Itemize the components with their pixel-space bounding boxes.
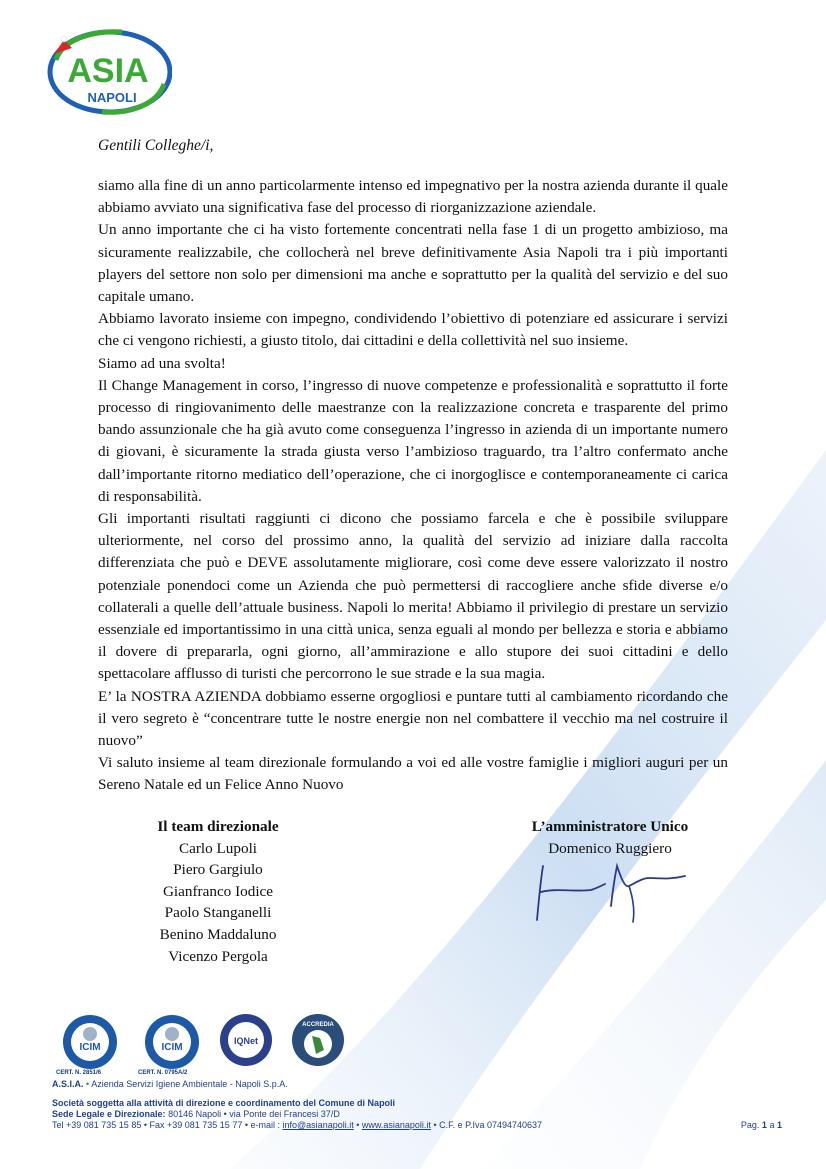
svg-text:NAPOLI: NAPOLI [87,90,137,105]
website-link[interactable]: www.asianapoli.it [361,1120,431,1130]
handwritten-signature [525,848,705,928]
paragraph: siamo alla fine di un anno particolarmente intenso ed impegnativo per la nostra azienda durante il quale abbiamo avviato una significativa fase del processo di riorganizzazione aziendale. [98,177,728,217]
greeting: Gentili Colleghe/i, [98,137,214,154]
svg-text:ICIM: ICIM [79,1042,101,1053]
paragraph: Siamo ad una svolta! [98,354,226,372]
seat-address: 80146 Napoli • via Ponte dei Francesi 37/D [168,1109,340,1119]
svg-text:ASIA: ASIA [67,52,149,90]
company-name: Azienda Servizi Igiene Ambientale - Napoli S.p.A. [91,1079,288,1089]
seat-line [52,1109,782,1120]
cert-number: CERT. N. 0795A/2 [138,1070,188,1076]
fax: Fax +39 081 735 15 77 [149,1120,243,1130]
seat-label: Sede Legale e Direzionale: [52,1109,166,1119]
contact-line: Tel +39 081 735 15 85 • Fax +39 081 735 15 77 • e-mail : info@asianapoli.it • www.asianapoli.it • C.F. e P.Iva 07494740637 Pag. 1 a 1 [52,1120,782,1130]
cert-number: CERT. N. 2851/6 [56,1070,102,1076]
icim-cert-logo-2 [145,1015,199,1069]
team-member: Gianfranco Iodice [162,882,274,900]
company-line [52,1079,782,1090]
company-acronym: A.S.I.A. [52,1079,84,1089]
team-member: Benino Maddaluno [159,925,277,943]
paragraph: Gli importanti risultati raggiunti ci dicono che possiamo farcela e che è possibile sviluppare ulteriormente, nel corso del prossimo anno, la qualità del servizio ad iniziare dalla raccolta differenziata che può e DEVE assolutamente migliorare, così come deve essere valorizzato il nostro potenziale ponendoci come un Azienda che può permettersi di raccogliere anche sfide diverse e/o collaterali a quelle dell’attuale business. Napoli lo merita! Abbiamo il privilegio di prestare un servizio essenziale ed importantissimo in una città unica, senza eguali al mondo per bellezza e storia e abbiamo il dovere di prepararla, ogni giorno, all’ammirazione e allo stupore dei suoi cittadini e dello spettacolare afflusso di turisti che percorrono le sue strade e la sua magia. [98,510,728,683]
paragraph: Vi saluto insieme al team direzionale formulando a voi ed alle vostre famiglie i migliori auguri per un Sereno Natale ed un Felice Anno Nuovo [98,754,728,794]
oversight-line: Società soggetta alla attività di direzione e coordinamento del Comune di Napoli [52,1098,396,1108]
bullet: • [86,1079,90,1089]
accredia-cert-logo [292,1014,344,1066]
letterhead-footer [52,1079,782,1131]
svg-text:IQNet: IQNet [233,1036,259,1046]
telephone: Tel +39 081 735 15 85 [52,1120,142,1130]
svg-text:ACCREDIA: ACCREDIA [302,1022,334,1028]
team-heading: Il team direzionale [157,818,279,835]
paragraph: Un anno importante che ci ha visto fortemente concentrati nella fase 1 di un progetto ambizioso, ma sicuramente realizzabile, che collocherà nel breve definitivamente Asia Napoli tra i più importanti players del settore non solo per dimensioni ma anche e soprattutto per la qualità del servizio e del suo capitale umano. [98,221,728,306]
team-member: Paolo Stanganelli [164,904,272,922]
admin-name: Domenico Ruggiero [548,839,672,857]
admin-heading: L’amministratore Unico [531,818,689,835]
team-member: Vicenzo Pergola [168,947,268,965]
team-member: Piero Gargiulo [173,861,263,879]
iqnet-cert-logo [220,1014,272,1066]
team-member: Carlo Lupoli [178,839,258,857]
vat-number: C.F. e P.Iva 07494740637 [439,1120,543,1130]
email-label: e-mail : [250,1120,281,1130]
team-signature-block [128,816,308,967]
email-link[interactable]: info@asianapoli.it [282,1120,354,1130]
paragraph: Abbiamo lavorato insieme con impegno, condividendo l’obiettivo di potenziare ed assicurare i servizi che ci vengono richiesti, a giusto titolo, dai cittadini e della collettività nel suo insieme. [98,310,728,350]
page-number: Pag. 1 a 1 [740,1120,782,1130]
paragraph: E’ la NOSTRA AZIENDA dobbiamo esserne orgogliosi e puntare tutti al cambiamento ricordando che il vero segreto è “concentrare tutte le nostre energie non nel combattere il vecchio ma nel costruire il nuovo” [98,687,728,750]
letter-body [98,175,728,797]
paragraph: Il Change Management in corso, l’ingresso di nuove competenze e professionalità e soprattutto il forte processo di ringiovanimento delle maestranze con la realizzazione concreta e trasparente del primo bando assunzionale che ha già avuto come conseguenza l’ingresso in azienda di un importante numero di giovani, è sicuramente la strada giusta verso l’ambizioso traguardo, tra l’altro confermato anche dall’importante ritorno mediatico dell’operazione, che ci inorgoglisce e contemporaneamente ci carica di responsabilità. [98,376,728,505]
icim-cert-logo-1 [63,1015,117,1069]
svg-text:ICIM: ICIM [161,1042,183,1053]
asia-napoli-logo [42,20,172,120]
